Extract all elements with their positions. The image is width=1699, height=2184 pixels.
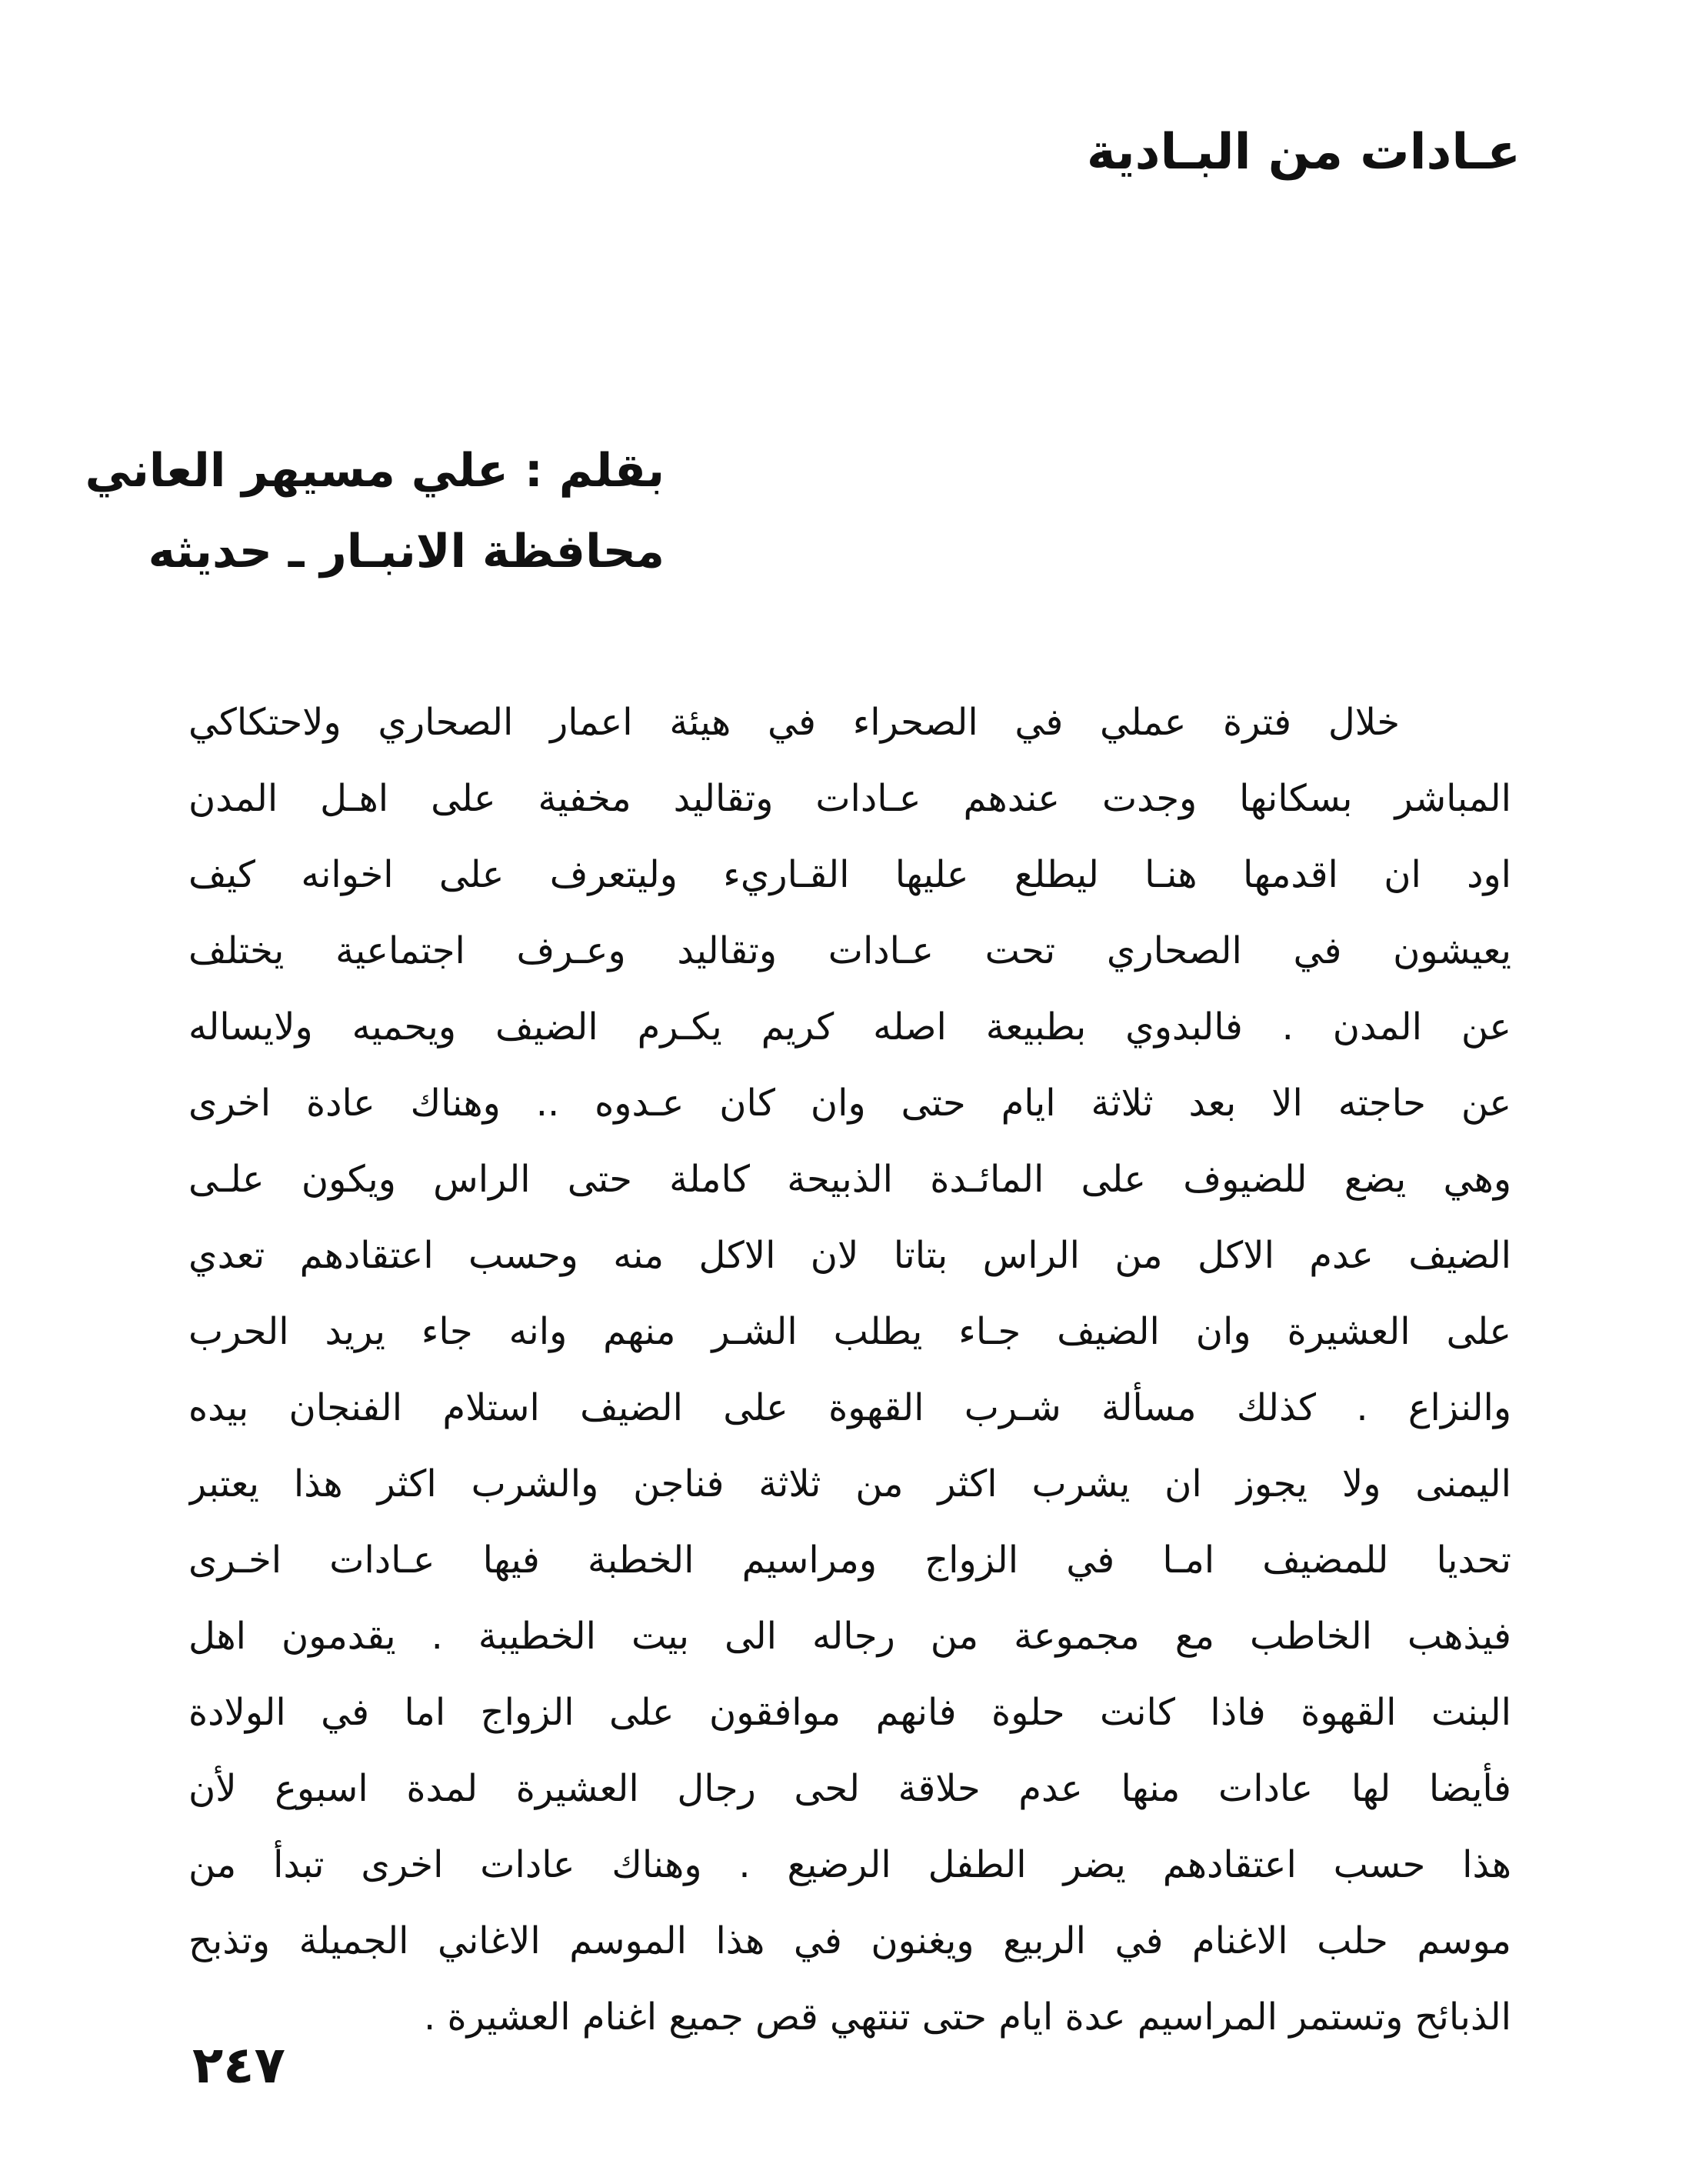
body-line: عن حاجته الا بعد ثلاثة ايام حتى وان كان عـدوه .. وهناك عادة اخرى	[188, 1082, 1511, 1125]
body-line: فأيضا لها عادات منها عدم حلاقة لحى رجال العشيرة لمدة اسبوع لأن	[188, 1767, 1511, 1810]
page-number: ٢٤٧	[192, 2036, 285, 2095]
body-line: البنت القهوة فاذا كانت حلوة فانهم موافقون على الزواج اما في الولادة	[188, 1691, 1511, 1734]
body-line: هذا حسب اعتقادهم يضر الطفل الرضيع . وهناك عادات اخرى تبدأ من	[188, 1843, 1511, 1886]
body-line: الضيف عدم الاكل من الراس بتاتا لان الاكل منه وحسب اعتقادهم تعدي	[188, 1234, 1511, 1277]
page-title: عـادات من البـادية	[1086, 124, 1521, 181]
body-line: وهي يضع للضيوف على المائـدة الذبيحة كاملة حتى الراس ويكون علـى	[188, 1158, 1511, 1201]
body-line: اود ان اقدمها هنـا ليطلع عليها القـاريء وليتعرف على اخوانه كيف	[188, 853, 1511, 896]
author-byline	[85, 431, 665, 592]
body-line: المباشر بسكانها وجدت عندهم عـادات وتقاليد مخفية على اهـل المدن	[188, 777, 1511, 820]
body-line: موسم حلب الاغنام في الربيع ويغنون في هذا الموسم الاغاني الجميلة وتذبح	[188, 1919, 1511, 1962]
body-line: عن المدن . فالبدوي بطبيعة اصله كريم يكـرم الضيف ويحميه ولايساله	[188, 1005, 1511, 1049]
author-name: بقلم : علي مسيهر العاني	[85, 444, 665, 498]
author-location: محافظة الانبـار ـ حديثه	[148, 525, 665, 579]
article-body	[188, 685, 1511, 2056]
body-line: تحديا للمضيف امـا في الزواج ومراسيم الخطبة فيها عـادات اخـرى	[188, 1539, 1511, 1582]
body-line: اليمنى ولا يجوز ان يشرب اكثر من ثلاثة فناجن والشرب اكثر هذا يعتبر	[188, 1462, 1511, 1505]
body-line: فيذهب الخاطب مع مجموعة من رجاله الى بيت الخطيبة . يقدمون اهل	[188, 1615, 1511, 1658]
body-line: على العشيرة وان الضيف جـاء يطلب الشـر منهم وانه جاء يريد الحرب	[188, 1310, 1511, 1353]
body-line: الذبائح وتستمر المراسيم عدة ايام حتى تنتهي قص جميع اغنام العشيرة .	[423, 1996, 1511, 2039]
body-line: خلال فترة عملي في الصحراء في هيئة اعمار الصحاري ولاحتكاكي	[188, 701, 1400, 744]
body-line: والنزاع . كذلك مسألة شـرب القهوة على الضيف استلام الفنجان بيده	[188, 1386, 1511, 1429]
body-line: يعيشون في الصحاري تحت عـادات وتقاليد وعـرف اجتماعية يختلف	[188, 929, 1511, 972]
